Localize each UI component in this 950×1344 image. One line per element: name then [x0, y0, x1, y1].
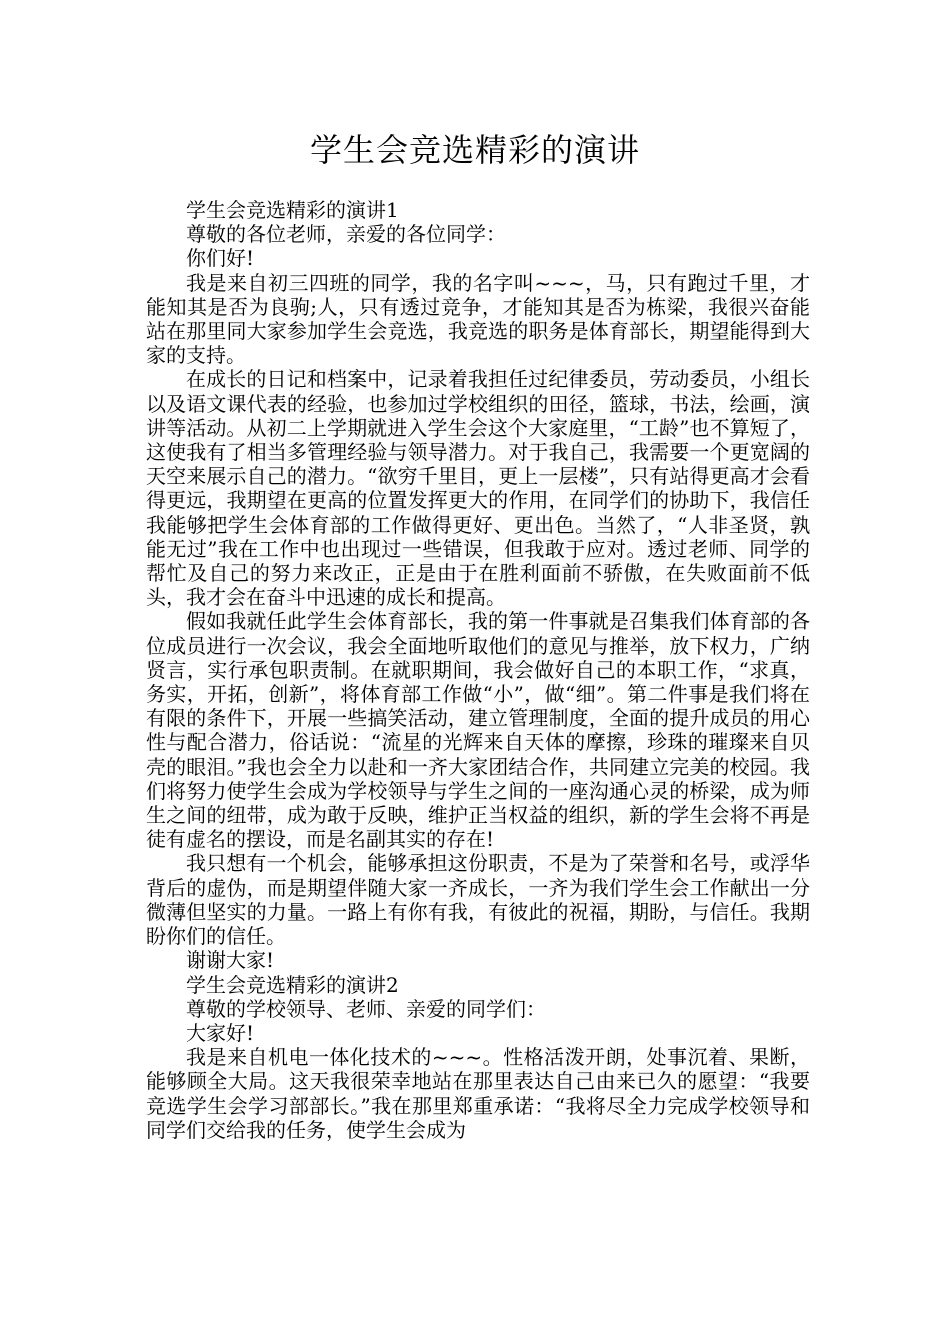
paragraph-thanks: 谢谢大家! — [186, 948, 275, 973]
document-body — [146, 198, 810, 1142]
paragraph-wish: 我只想有一个机会，能够承担这份职责，不是为了荣誉和名号，或浮华背后的虚伪，而是期望伴随大家一齐成长，一齐为我们学生会工作献出一分微薄但坚实的力量。一路上有你有我，有彼此的祝福，期盼，与信任。我期盼你们的信任。 — [146, 851, 810, 949]
paragraph-speech2-intro: 我是来自机电一体化技术的~~~。性格活泼开朗，处事沉着、果断，能够顾全大局。这天我很荣幸地站在那里表达自己由来已久的愿望：“我要竞选学生会学习部部长。”我在那里郑重承诺：“我将尽全力完成学校领导和同学们交给我的任务，使学生会成为 — [146, 1045, 810, 1142]
paragraph-hello: 你们好! — [186, 246, 255, 271]
document-title: 学生会竞选精彩的演讲 — [309, 131, 640, 169]
paragraph-speech2-heading: 学生会竞选精彩的演讲2 — [186, 972, 399, 997]
paragraph-hello-all: 大家好! — [186, 1020, 255, 1045]
paragraph-plans: 假如我就任此学生会体育部长，我的第一件事就是召集我们体育部的各位成员进行一次会议，我会全面地听取他们的意见与推举，放下权力，广纳贤言，实行承包职责制。在就职期间，我会做好自己的本职工作，“求真，务实，开拓，创新”，将体育部工作做“小”，做“细”。第二件事是我们将在有限的条件下，开展一些搞笑活动，建立管理制度，全面的提升成员的用心性与配合潜力，俗话说：“流星的光辉来自天体的摩擦，珍珠的璀璨来自贝壳的眼泪。”我也会全力以赴和一齐大家团结合作，共同建立完美的校园。我们将努力使学生会成为学校领导与学生之间的一座沟通心灵的桥梁，成为师生之间的纽带，成为敢于反映，维护正当权益的组织，新的学生会将不再是徒有虚名的摆设，而是名副其实的存在! — [146, 609, 810, 852]
paragraph-greeting-leaders: 尊敬的学校领导、老师、亲爱的同学们： — [186, 996, 546, 1021]
paragraph-greeting-teachers: 尊敬的各位老师，亲爱的各位同学： — [186, 222, 506, 247]
paragraph-experience: 在成长的日记和档案中，记录着我担任过纪律委员，劳动委员，小组长以及语文课代表的经验，也参加过学校组织的田径，篮球，书法，绘画，演讲等活动。从初二上学期就进入学生会这个大家庭里，“工龄”也不算短了，这使我有了相当多管理经验与领导潜力。对于我自己，我需要一个更宽阔的天空来展示自己的潜力。“欲穷千里目，更上一层楼”，只有站得更高才会看得更远，我期望在更高的位置发挥更大的作用，在同学们的协助下，我信任我能够把学生会体育部的工作做得更好、更出色。当然了，“人非圣贤，孰能无过”我在工作中也出现过一些错误，但我敢于应对。透过老师、同学的帮忙及自己的努力来改正，正是由于在胜利面前不骄傲，在失败面前不低头，我才会在奋斗中迅速的成长和提高。 — [146, 367, 810, 610]
paragraph-introduction: 我是来自初三四班的同学，我的名字叫~~~，马，只有跑过千里，才能知其是否为良驹;人，只有透过竞争，才能知其是否为栋梁，我很兴奋能站在那里同大家参加学生会竞选，我竞选的职务是体育部长，期望能得到大家的支持。 — [146, 270, 810, 368]
paragraph-speech1-heading: 学生会竞选精彩的演讲1 — [186, 198, 399, 222]
